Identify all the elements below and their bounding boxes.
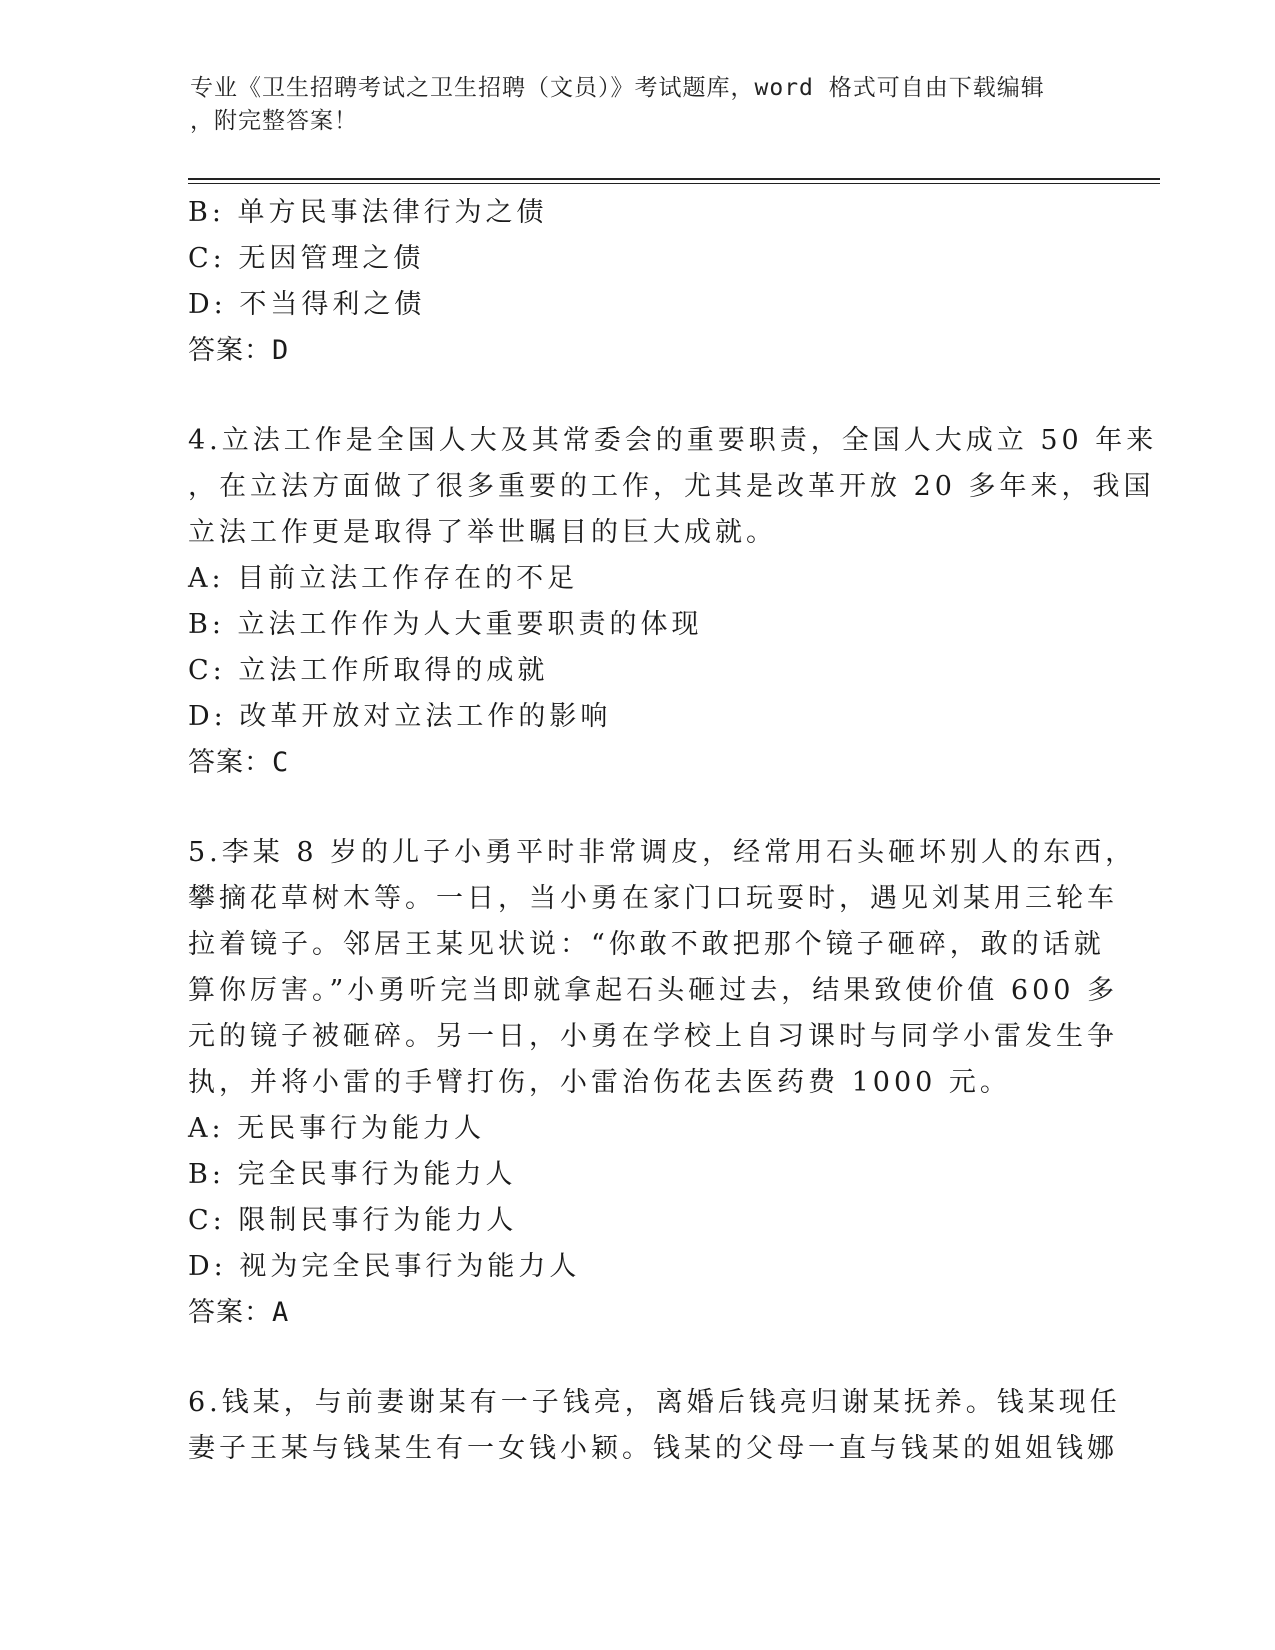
- question-text-line: 妻子王某与钱某生有一女钱小颖。钱某的父母一直与钱某的姐姐钱娜: [188, 1433, 1118, 1464]
- answer-label: 答案：: [188, 335, 272, 366]
- option-a: A: 目前立法工作存在的不足: [188, 563, 579, 594]
- option-b: B: 立法工作作为人大重要职责的体现: [188, 609, 703, 640]
- header-line-2: ，附完整答案！: [190, 108, 358, 134]
- answer-value: C: [272, 747, 290, 778]
- question-text-line: 拉着镜子。邻居王某见状说：“你敢不敢把那个镜子砸碎，敢的话就: [188, 929, 1105, 960]
- option-d: D: 改革开放对立法工作的影响: [188, 701, 612, 732]
- answer-value: A: [272, 1297, 290, 1328]
- question-6: [188, 1380, 1121, 1472]
- header-rule-thin: [188, 183, 1160, 184]
- answer-value: D: [272, 335, 290, 366]
- question-text-line: 5.李某 8 岁的儿子小勇平时非常调皮，经常用石头砸坏别人的东西，: [188, 837, 1137, 868]
- question-text-line: 算你厉害。”小勇听完当即就拿起石头砸过去，结果致使价值 600 多: [188, 975, 1119, 1006]
- question-text-line: 立法工作更是取得了举世瞩目的巨大成就。: [188, 517, 777, 548]
- question-text-line: 4.立法工作是全国人大及其常委会的重要职责，全国人大成立 50 年来: [188, 425, 1158, 456]
- option-b: B: 完全民事行为能力人: [188, 1159, 517, 1190]
- answer-line: [188, 1290, 1068, 1336]
- question-text-line: 元的镜子被砸碎。另一日，小勇在学校上自习课时与同学小雷发生争: [188, 1021, 1118, 1052]
- question-text-line: 攀摘花草树木等。一日，当小勇在家门口玩耍时，遇见刘某用三轮车: [188, 883, 1118, 914]
- option-d: D: 不当得利之债: [188, 289, 426, 320]
- answer-label: 答案：: [188, 747, 272, 778]
- header-rule-thick: [188, 178, 1160, 180]
- option-d: D: 视为完全民事行为能力人: [188, 1251, 581, 1282]
- question-text-line: 6.钱某，与前妻谢某有一子钱亮，离婚后钱亮归谢某抚养。钱某现任: [188, 1387, 1121, 1418]
- question-text-line: ，在立法方面做了很多重要的工作，尤其是改革开放 20 多年来，我国: [188, 471, 1155, 502]
- option-c: C: 无因管理之债: [188, 243, 425, 274]
- option-b: B: 单方民事法律行为之债: [188, 197, 548, 228]
- header-line-1: 专业《卫生招聘考试之卫生招聘（文员）》考试题库，word 格式可自由下载编辑: [190, 75, 1045, 101]
- question-3-tail: [188, 190, 1068, 374]
- answer-line: [188, 328, 1068, 374]
- question-5: [188, 830, 1137, 1336]
- page-header: [190, 72, 1070, 138]
- option-c: C: 立法工作所取得的成就: [188, 655, 549, 686]
- answer-line: [188, 740, 1068, 786]
- answer-label: 答案：: [188, 1297, 272, 1328]
- document-body: [188, 190, 1158, 1472]
- question-4: [188, 418, 1158, 786]
- option-a: A: 无民事行为能力人: [188, 1113, 486, 1144]
- option-c: C: 限制民事行为能力人: [188, 1205, 518, 1236]
- question-text-line: 执，并将小雷的手臂打伤，小雷治伤花去医药费 1000 元。: [188, 1067, 1011, 1098]
